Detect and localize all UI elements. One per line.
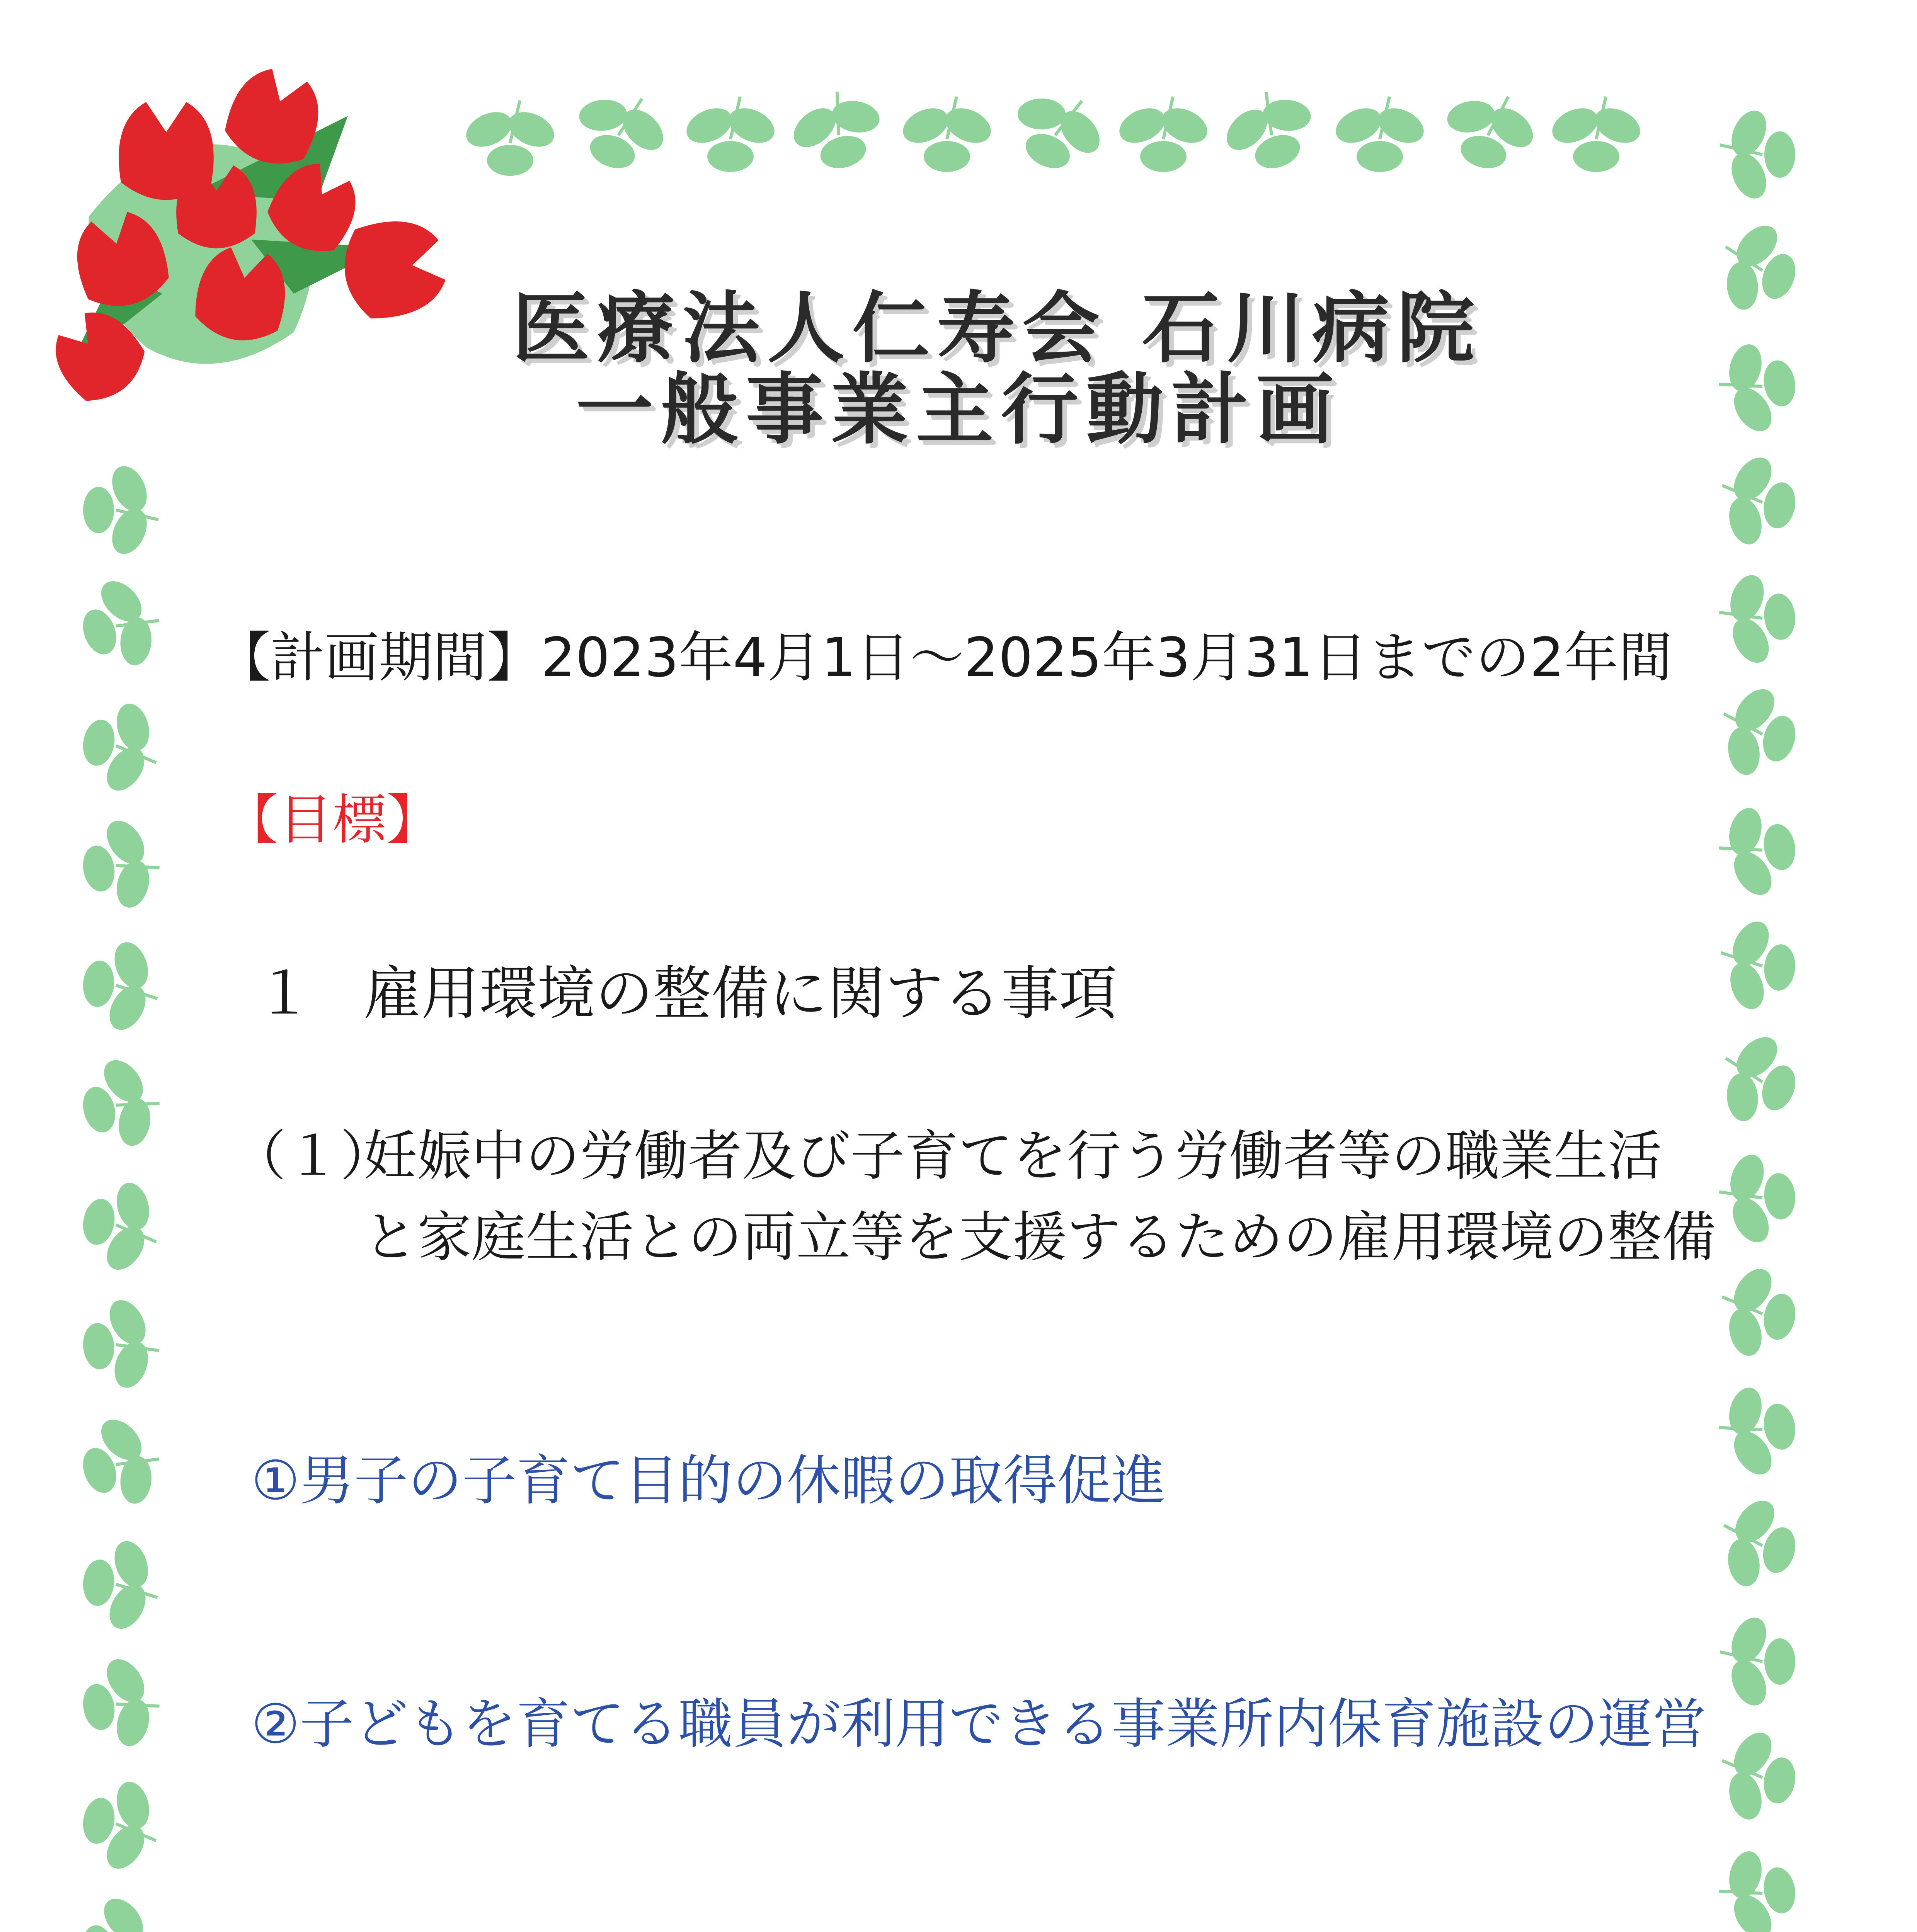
goal-item-1: ①男子の子育て目的の休暇の取得促進 [251, 1449, 1166, 1512]
subsection-text-line2: と家庭生活との両立等を支援するための雇用環境の整備 [363, 1206, 1716, 1269]
subsection-number: （１） [232, 1125, 395, 1188]
plan-period: 【計画期間】2023年4月1日～2025年3月31日までの2年間 [216, 626, 1673, 689]
section-title: 雇用環境の整備に関する事項 [363, 960, 1117, 1027]
goal-heading: 【目標】 [224, 789, 441, 852]
goal-item-3-line1 [251, 1924, 1653, 1932]
clover-border-left [68, 461, 173, 1932]
document-title-line2: 一般事業主行動計画 [575, 365, 1341, 455]
goal-item-2: ②子どもを育てる職員が利用できる事業所内保育施設の運営 [251, 1693, 1707, 1756]
section-number: １ [255, 960, 313, 1027]
subsection-text-line1: 妊娠中の労働者及び子育てを行う労働者等の職業生活 [363, 1125, 1662, 1188]
document-title-line1: 医療法人仁寿会 石川病院 [512, 284, 1482, 374]
clover-border-top [461, 76, 1646, 186]
